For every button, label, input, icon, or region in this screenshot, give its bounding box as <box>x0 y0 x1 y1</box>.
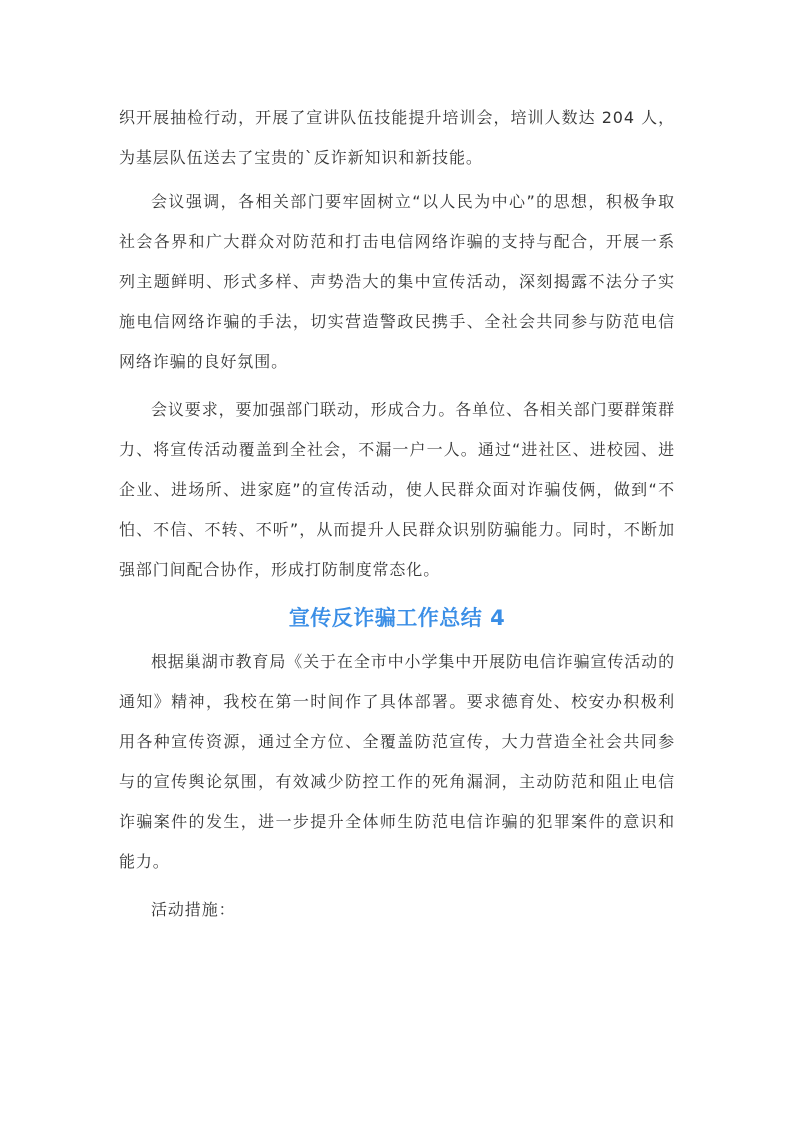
paragraph-activity-measures: 活动措施： <box>151 900 236 919</box>
paragraph-school-deployment: 根据巢湖市教育局《关于在全市中小学集中开展防电信诈骗宣传活动的通知》精神，我校在第一时间作了具体部署。要求德育处、校安办积极利用各种宣传资源，通过全方位、全覆盖防范宣传，大力营造全社会共同参与的宣传舆论氛围，有效减少防控工作的死角漏洞，主动防范和阻止电信诈骗案件的发生，进一步提升全体师生防范电信诈骗的犯罪案件的意识和能力。 <box>119 652 675 871</box>
paragraph-meeting-emphasis: 会议强调，各相关部门要牢固树立“以人民为中心”的思想，积极争取社会各界和广大群众对防范和打击电信网络诈骗的支持与配合，开展一系列主题鲜明、形式多样、声势浩大的集中宣传活动，深刻揭露不法分子实施电信网络诈骗的手法，切实营造警政民携手、全社会共同参与防范电信网络诈骗的良好氛围。 <box>119 192 675 371</box>
paragraph-training-summary: 织开展抽检行动，开展了宣讲队伍技能提升培训会，培训人数达 204 人，为基层队伍送去了宝贵的`反诈新知识和新技能。 <box>119 108 675 167</box>
section-heading: 宣传反诈骗工作总结 4 <box>288 606 506 630</box>
paragraph-meeting-requirements: 会议要求，要加强部门联动，形成合力。各单位、各相关部门要群策群力、将宣传活动覆盖到全社会，不漏一户一人。通过“进社区、进校园、进企业、进场所、进家庭”的宣传活动，使人民群众面对诈骗伎俩，做到“不怕、不信、不转、不听”，从而提升人民群众识别防骗能力。同时，不断加强部门间配合协作，形成打防制度常态化。 <box>119 400 675 579</box>
